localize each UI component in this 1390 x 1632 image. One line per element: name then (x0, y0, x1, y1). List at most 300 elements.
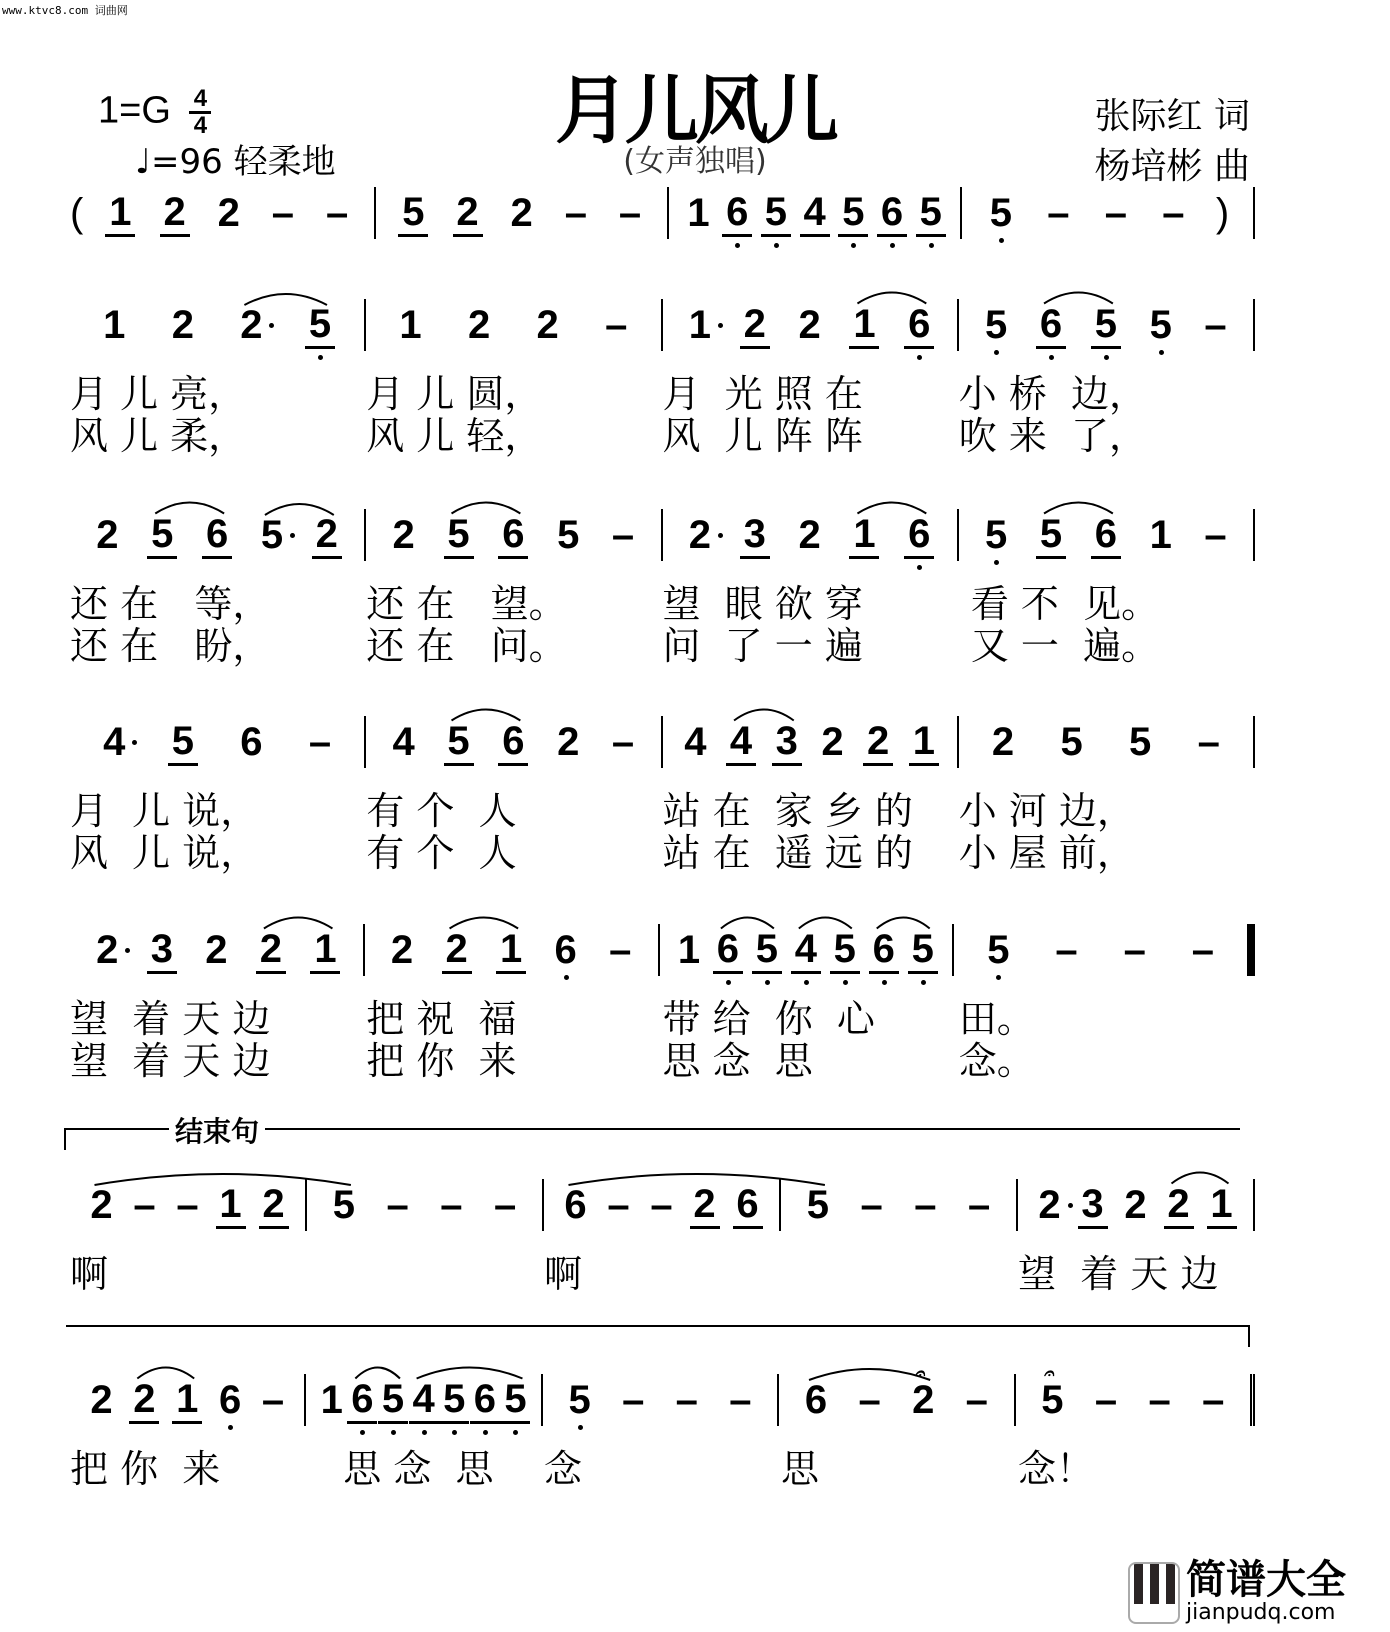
lyric-text: 思 念 思 (662, 1039, 813, 1083)
note: 6 (869, 927, 899, 974)
note-extension: – (176, 1183, 199, 1227)
low-octave-dot (513, 1430, 518, 1435)
note: 2 (205, 928, 228, 972)
note: 1 (1207, 1182, 1237, 1229)
note: 5 (444, 512, 474, 559)
note-row (70, 295, 1255, 355)
lyric-text: 风 儿 轻， (366, 414, 543, 458)
time-numerator: 4 (193, 85, 208, 112)
note: 1 (103, 303, 126, 347)
low-octave-dot (1159, 350, 1164, 355)
low-octave-dot (360, 1430, 365, 1435)
measure (365, 924, 660, 976)
note-extension: – (622, 1378, 645, 1422)
note: 2 (453, 190, 483, 237)
measure (781, 1179, 1018, 1231)
measure (543, 1374, 779, 1426)
note: 2 (536, 303, 559, 347)
augmentation-dot (718, 533, 723, 538)
note-extension: – (1202, 1378, 1225, 1422)
measure (663, 716, 959, 768)
note: 4 (791, 927, 821, 974)
note: 1 (685, 303, 715, 347)
note: 2 (821, 720, 844, 764)
note: 6 (904, 512, 934, 559)
low-octave-dot (851, 243, 856, 248)
key-signature (98, 85, 211, 139)
measure (663, 509, 959, 561)
note: 5 (257, 513, 287, 557)
lyric-text: 念 (544, 1447, 583, 1491)
lyric-line-verse-1 (70, 1448, 1255, 1490)
lyric-text: 吹 来 了， (958, 414, 1147, 458)
measure (959, 299, 1255, 351)
note-extension: – (1162, 191, 1185, 235)
note-extension: – (605, 303, 628, 347)
note-extension: – (1204, 303, 1227, 347)
low-octave-dot (994, 350, 999, 355)
note-extension: – (1123, 928, 1146, 972)
measure (366, 299, 662, 351)
score-system (70, 183, 1255, 243)
note-extension: – (1148, 1378, 1171, 1422)
note-extension: – (729, 1378, 752, 1422)
note: 2 (96, 513, 119, 557)
lyric-text: 问 了 一 遍 (662, 624, 863, 668)
note: 2 (92, 928, 122, 972)
low-octave-dot (452, 1430, 457, 1435)
low-octave-dot (774, 243, 779, 248)
low-octave-dot (804, 980, 809, 985)
note: 1 (1149, 513, 1172, 557)
low-octave-dot (391, 1430, 396, 1435)
note: 4 (409, 1377, 439, 1424)
note-extension: – (440, 1183, 463, 1227)
lyric-text: 啊 (544, 1252, 583, 1296)
score-system (70, 505, 1255, 667)
augmentation-dot (269, 323, 274, 328)
system-divider (66, 1325, 1250, 1327)
lyric-text: 还 在 问。 (366, 624, 567, 668)
note: 2 (392, 513, 415, 557)
note: 5 (761, 190, 791, 237)
note: 2 (217, 191, 240, 235)
note: 5 (565, 1378, 595, 1422)
note: 5 (147, 512, 177, 559)
note: 2 (863, 719, 893, 766)
lyric-text: 月 光 照 在 (662, 372, 863, 416)
lyric-line-verse-1 (70, 790, 1255, 832)
note: 1 (399, 303, 422, 347)
note: 2 (129, 1377, 159, 1424)
score-system (70, 1175, 1255, 1295)
measure (306, 1374, 542, 1426)
fermata-icon: 𝄐 (914, 1363, 925, 1383)
lyric-text: 月 儿 说， (70, 789, 259, 833)
time-denominator: 4 (193, 112, 208, 139)
note: 1 (320, 1378, 343, 1422)
measure (366, 509, 662, 561)
note: 6 (722, 190, 752, 237)
note: 5 (981, 303, 1011, 347)
note-extension: – (386, 1183, 409, 1227)
lyric-text: 把 祝 福 (366, 997, 517, 1041)
lyric-text: 小 桥 边， (958, 372, 1147, 416)
lyric-text: 田。 (958, 997, 1035, 1041)
logo-en: jianpudq.com (1186, 1600, 1336, 1625)
note: 5 (378, 1377, 408, 1424)
note-extension: – (618, 191, 642, 235)
note-row (70, 712, 1255, 772)
note: 3 (772, 719, 802, 766)
low-octave-dot (996, 975, 1001, 980)
low-octave-dot (765, 980, 770, 985)
note: 2 (1035, 1183, 1065, 1227)
note: 2 𝄐 (912, 1363, 935, 1422)
note-extension: – (494, 1183, 517, 1227)
lyric-text: 风 儿 柔， (70, 414, 247, 458)
note: 2 (90, 1183, 113, 1227)
lyric-text: 思 (781, 1447, 820, 1491)
note: 2 (259, 1182, 289, 1229)
note-extension: – (564, 191, 587, 235)
note: 6 (470, 1377, 500, 1424)
low-octave-dot (318, 355, 323, 360)
piano-keys-icon (1128, 1562, 1180, 1624)
note: 2 (991, 720, 1015, 764)
fermata-icon: 𝄐 (1043, 1363, 1054, 1383)
note: 2 (1164, 1182, 1194, 1229)
note: 6 (240, 720, 263, 764)
note: 2 (685, 513, 715, 557)
measure (779, 1363, 1015, 1426)
lyric-text: 月 儿 圆， (366, 372, 543, 416)
close-parenthesis: ) (1215, 190, 1230, 235)
note: 6 (347, 1377, 377, 1424)
note: 6 (877, 190, 907, 237)
note: 2 (798, 513, 821, 557)
lyric-text: 把 你 来 (70, 1447, 221, 1491)
lyric-text: 思 念 思 (307, 1447, 494, 1491)
note: 5 (830, 927, 860, 974)
note: 6 (202, 512, 232, 559)
measure (669, 187, 962, 239)
lyric-text: 望 着 天 边 (70, 1039, 271, 1083)
note: 2 (557, 720, 580, 764)
note-extension: – (650, 1183, 673, 1227)
lyric-text: 有 个 人 (366, 789, 517, 833)
note-row (70, 1363, 1255, 1430)
score-system (70, 295, 1255, 457)
low-octave-dot (921, 980, 926, 985)
note-extension: – (611, 513, 635, 557)
note-extension: – (1094, 1378, 1118, 1422)
note: 5 (500, 1377, 530, 1424)
note: 1 (909, 719, 939, 766)
site-label: www.ktvc8.com 词曲网 (2, 4, 128, 17)
lyric-text: 风 儿 说， (70, 831, 259, 875)
note: 5 (1091, 302, 1121, 349)
low-octave-dot (890, 243, 895, 248)
note-extension: – (675, 1378, 698, 1422)
augmentation-dot (1068, 1203, 1073, 1208)
note: 5 (332, 1183, 355, 1227)
note: 3 (740, 512, 770, 559)
low-octave-dot (726, 980, 731, 985)
lyric-text: 带 给 你 心 (662, 997, 875, 1041)
note: 3 (147, 927, 177, 974)
note-row (70, 1175, 1255, 1235)
lyric-text: 把 你 来 (366, 1039, 517, 1083)
note: 5 (1060, 720, 1083, 764)
lyric-line-verse-2 (70, 1040, 1255, 1082)
low-octave-dot (917, 565, 922, 570)
note-extension: – (1055, 928, 1078, 972)
low-octave-dot (735, 243, 740, 248)
augmentation-dot (125, 948, 130, 953)
note: 6 (1091, 512, 1121, 559)
note: 6 (1036, 302, 1066, 349)
augmentation-dot (290, 533, 295, 538)
lyric-text: 站 在 家 乡 的 (662, 789, 913, 833)
lyric-text: 站 在 遥 远 的 (662, 831, 913, 875)
note: 3 (1078, 1182, 1108, 1229)
lyric-text: 念！ (1018, 1447, 1095, 1491)
lyric-text (781, 1253, 1018, 1295)
open-parenthesis: ( (70, 190, 84, 235)
note-extension: – (607, 1183, 630, 1227)
lyric-text (307, 1253, 544, 1295)
low-octave-dot (1049, 355, 1054, 360)
measure (70, 924, 365, 976)
note: 6 (733, 1182, 763, 1229)
note-extension: – (858, 1378, 881, 1422)
note-extension: – (965, 1378, 988, 1422)
time-signature (189, 85, 211, 139)
measure (1016, 1363, 1255, 1426)
note: 2 (690, 1182, 720, 1229)
measure (70, 716, 366, 768)
note: 4 (392, 720, 415, 764)
low-octave-dot (929, 243, 934, 248)
lyric-text: 望 着 天 边 (1018, 1252, 1219, 1296)
lyric-line-verse-1 (70, 583, 1255, 625)
lyricist-credit: 张际红 词 (1094, 96, 1250, 137)
lyric-line-verse-1 (70, 998, 1255, 1040)
lyric-text: 啊 (70, 1252, 109, 1296)
lyric-line-verse-2 (70, 832, 1255, 874)
note: 5 (752, 927, 782, 974)
note: 2 (171, 303, 194, 347)
note-row (70, 183, 1255, 243)
lyric-text: 还 在 望。 (366, 582, 567, 626)
score-system (70, 920, 1255, 1082)
note-extension: – (1104, 191, 1127, 235)
lyric-text: 看 不 见。 (958, 582, 1160, 626)
note: 2 (740, 302, 770, 349)
key-label: 1=G (98, 89, 171, 132)
note: 5 (916, 190, 946, 237)
site-logo (1128, 1557, 1346, 1625)
lyric-text: 望 着 天 边 (70, 997, 271, 1041)
note: 2 (236, 303, 266, 347)
lyric-text: 风 儿 阵 阵 (662, 414, 863, 458)
lyric-text: 小 屋 前， (958, 831, 1135, 875)
note-extension: – (1047, 191, 1070, 235)
note: 1 (677, 928, 701, 972)
note: 1 (849, 302, 879, 349)
score-system (70, 712, 1255, 874)
note: 5 (439, 1377, 469, 1424)
note: 2 (256, 927, 286, 974)
note-row (70, 505, 1255, 565)
note: 1 (105, 190, 135, 237)
note-extension: – (325, 191, 349, 235)
ending-bracket (64, 1110, 1240, 1150)
note-extension: – (308, 720, 332, 764)
note: 5 (983, 928, 1013, 972)
note-extension: – (968, 1183, 991, 1227)
note: 2 (390, 928, 414, 972)
note: 4 (684, 720, 707, 764)
song-subtitle: (女声独唱) (623, 144, 767, 179)
ending-label: 结束句 (169, 1110, 265, 1150)
note: 2 (90, 1378, 113, 1422)
lyric-line-verse-1 (70, 1253, 1255, 1295)
low-octave-dot (422, 1430, 427, 1435)
measure (959, 509, 1255, 561)
note-extension: – (1191, 928, 1215, 972)
note: 5 (1036, 512, 1066, 559)
note: 6 (498, 719, 528, 766)
lyric-line-verse-2 (70, 625, 1255, 667)
note-row (70, 920, 1255, 980)
note: 5 (986, 191, 1016, 235)
lyric-text: 念。 (958, 1039, 1035, 1083)
note: 5 (1146, 303, 1176, 347)
low-octave-dot (882, 980, 887, 985)
note: 6 (498, 512, 528, 559)
measure (366, 716, 662, 768)
score-system (70, 1363, 1255, 1491)
note-extension: – (1204, 513, 1227, 557)
measure (376, 187, 669, 239)
measure (1018, 1179, 1255, 1231)
note: 5 (398, 190, 428, 237)
note: 4 (99, 720, 129, 764)
low-octave-dot (843, 980, 848, 985)
note: 2 (312, 512, 342, 559)
note-extension: – (271, 191, 295, 235)
note: 2 (160, 190, 190, 237)
note: 2 (467, 303, 491, 347)
note: 2 (1124, 1183, 1147, 1227)
measure (307, 1179, 544, 1231)
measure (83, 187, 376, 239)
logo-cn: 简谱大全 (1186, 1557, 1346, 1603)
measure (663, 299, 959, 351)
note: 1 (849, 512, 879, 559)
note-extension: – (914, 1183, 937, 1227)
low-octave-dot (994, 560, 999, 565)
note: 5 (838, 190, 868, 237)
song-title: 月儿风儿 (555, 68, 835, 154)
note: 6 (564, 1183, 587, 1227)
note-extension: – (261, 1378, 285, 1422)
lyric-text: 月 儿 亮， (70, 372, 247, 416)
low-octave-dot (999, 238, 1004, 243)
lyric-text: 又 一 遍。 (958, 624, 1160, 668)
low-octave-dot (1104, 355, 1109, 360)
note-extension: – (133, 1183, 156, 1227)
note: 6 (713, 927, 743, 974)
measure (660, 924, 955, 976)
measure (544, 1179, 781, 1231)
measure (70, 509, 366, 561)
lyric-text: 还 在 等， (70, 582, 271, 626)
note: 2 (798, 303, 821, 347)
note: 1 (310, 927, 340, 974)
note: 5 (1129, 720, 1152, 764)
note: 5 (806, 1183, 829, 1227)
note: 5 𝄐 (1041, 1363, 1064, 1422)
note: 4 (800, 190, 830, 237)
lyric-text: 望 眼 欲 穿 (662, 582, 863, 626)
note: 5 (168, 719, 198, 766)
note-extension: – (609, 928, 632, 972)
note: 2 (510, 191, 533, 235)
lyric-text: 还 在 盼， (70, 624, 271, 668)
low-octave-dot (483, 1430, 488, 1435)
note-extension: – (1197, 720, 1220, 764)
augmentation-dot (718, 323, 723, 328)
low-octave-dot (564, 975, 569, 980)
note: 1 (172, 1377, 202, 1424)
note: 5 (444, 719, 474, 766)
measure (70, 1374, 306, 1426)
note: 6 (804, 1378, 828, 1422)
note: 1 (216, 1182, 246, 1229)
note: 5 (981, 513, 1011, 557)
note: 5 (557, 513, 580, 557)
composer-credit: 杨培彬 曲 (1094, 146, 1250, 187)
note: 6 (551, 928, 581, 972)
note: 5 (908, 927, 938, 974)
note: 4 (726, 719, 756, 766)
low-octave-dot (228, 1425, 233, 1430)
note: 1 (687, 191, 710, 235)
augmentation-dot (132, 740, 137, 745)
lyric-text: 小 河 边， (958, 789, 1135, 833)
note-extension: – (611, 720, 635, 764)
measure (962, 187, 1255, 239)
lyric-line-verse-2 (70, 415, 1255, 457)
note-extension: – (860, 1183, 883, 1227)
note: 5 (305, 302, 335, 349)
measure (70, 1179, 307, 1231)
note: 1 (496, 927, 526, 974)
note: 2 (442, 927, 472, 974)
measure (959, 716, 1255, 768)
measure (954, 924, 1255, 976)
lyric-text: 有 个 人 (366, 831, 517, 875)
low-octave-dot (578, 1425, 583, 1430)
note: 6 (904, 302, 934, 349)
note: 6 (215, 1378, 245, 1422)
lyric-line-verse-1 (70, 373, 1255, 415)
measure (70, 299, 366, 351)
low-octave-dot (917, 355, 922, 360)
